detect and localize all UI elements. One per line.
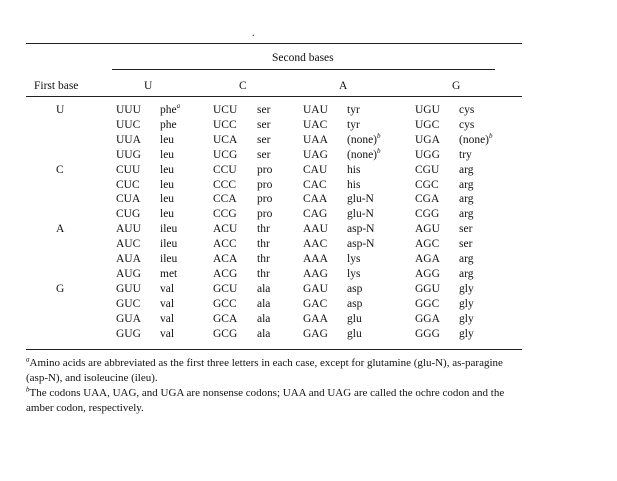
amino-acid — [347, 118, 360, 132]
amino-acid-name: cys — [459, 118, 475, 131]
codon: GCA — [213, 312, 238, 325]
amino-acid-name: ileu — [160, 238, 178, 251]
amino-acid-name: gly — [459, 327, 474, 340]
second-bases-heading: Second bases — [272, 52, 334, 64]
amino-acid — [257, 222, 270, 236]
first-base-heading: First base — [34, 80, 79, 92]
amino-acid — [160, 312, 174, 326]
amino-acid — [160, 237, 177, 251]
codon: UGC — [415, 118, 440, 131]
amino-acid-name: gly — [459, 297, 474, 310]
amino-acid — [347, 192, 374, 206]
codon: UGA — [415, 133, 440, 146]
footnote-mark: b — [377, 131, 381, 140]
column-header-u: U — [144, 80, 153, 92]
codon: AAU — [303, 223, 328, 236]
amino-acid — [459, 118, 474, 132]
codon: GCC — [213, 297, 237, 310]
codon: AUU — [116, 223, 141, 236]
amino-acid — [257, 267, 270, 281]
footnote-mark: b — [377, 146, 381, 155]
codon: UAA — [303, 133, 328, 146]
amino-acid — [160, 222, 177, 236]
codon: AGC — [415, 238, 440, 251]
amino-acid — [459, 207, 473, 221]
codon: UUC — [116, 118, 141, 131]
codon: GAU — [303, 282, 328, 295]
codon: GGC — [415, 297, 440, 310]
amino-acid — [257, 133, 270, 147]
amino-acid — [459, 222, 472, 236]
amino-acid-name: (none) — [347, 148, 378, 161]
footnote-b-mark: b — [26, 385, 30, 394]
amino-acid — [257, 118, 270, 132]
codon: UUU — [116, 104, 141, 116]
amino-acid-name: asp — [347, 297, 363, 310]
codon: GGU — [415, 282, 440, 295]
amino-acid — [347, 312, 362, 326]
amino-acid-name: leu — [160, 148, 175, 161]
amino-acid-name: gly — [459, 312, 474, 325]
amino-acid — [160, 163, 174, 177]
amino-acid-name: tyr — [347, 118, 360, 131]
amino-acid — [459, 178, 473, 192]
amino-acid-name: arg — [459, 178, 474, 191]
codon: ACG — [213, 267, 238, 280]
amino-acid-name: his — [347, 178, 361, 191]
amino-acid — [160, 282, 174, 296]
codon: AGU — [415, 223, 440, 236]
amino-acid-name: lys — [347, 253, 361, 265]
amino-acid-name: val — [160, 312, 175, 325]
amino-acid — [160, 297, 174, 311]
codon: CGG — [415, 208, 440, 221]
amino-acid — [257, 282, 270, 296]
amino-acid — [459, 267, 473, 281]
amino-acid-name: leu — [160, 163, 175, 176]
amino-acid — [257, 192, 272, 206]
amino-acid — [347, 297, 362, 311]
amino-acid-name: pro — [257, 193, 273, 206]
codon: CAG — [303, 208, 328, 221]
codon: ACU — [213, 223, 238, 236]
codon: CCG — [213, 208, 237, 221]
amino-acid-name: cys — [459, 104, 475, 116]
codon: UUG — [116, 148, 141, 161]
amino-acid — [160, 178, 174, 192]
footnote-b-text: The codons UAA, UAG, and UGA are nonsense codons; UAA and UAG are called the ochre codon and the amber codon, respectively. — [26, 387, 505, 414]
amino-acid — [257, 163, 272, 177]
codon: AAC — [303, 238, 328, 251]
amino-acid — [459, 312, 474, 326]
amino-acid-name: phe — [160, 118, 177, 131]
amino-acid — [257, 207, 272, 221]
footnote-a-mark: a — [26, 355, 30, 364]
amino-acid-name: asp-N — [347, 238, 375, 251]
amino-acid-name: ileu — [160, 223, 178, 236]
footnote-a-text: Amino acids are abbreviated as the first three letters in each case, except for glutamine (glu-N), as-paragine (asp-N), and isoleucine (ileu). — [26, 357, 503, 384]
codon: AAA — [303, 253, 328, 265]
amino-acid — [459, 133, 493, 147]
amino-acid-name: ala — [257, 312, 271, 325]
amino-acid-name: (none) — [459, 133, 490, 146]
codon: CUA — [116, 193, 141, 206]
codon: GAA — [303, 312, 328, 325]
codon: GUA — [116, 312, 141, 325]
amino-acid — [257, 312, 270, 326]
amino-acid-name: asp-N — [347, 223, 375, 236]
amino-acid-name: ser — [459, 223, 473, 236]
amino-acid-name: ala — [257, 282, 271, 295]
amino-acid-name: glu-N — [347, 193, 374, 206]
codon: AAG — [303, 267, 328, 280]
amino-acid-name: arg — [459, 208, 474, 221]
amino-acid-name: val — [160, 327, 175, 340]
amino-acid — [160, 252, 177, 266]
codon: GGG — [415, 327, 440, 340]
codon: UUA — [116, 133, 141, 146]
amino-acid-name: met — [160, 267, 178, 280]
amino-acid — [347, 237, 374, 251]
first-base-label: U — [56, 104, 65, 116]
amino-acid-name: ser — [459, 238, 473, 251]
amino-acid-name: gly — [459, 282, 474, 295]
amino-acid-name: lys — [347, 267, 361, 280]
amino-acid-name: ala — [257, 297, 271, 310]
amino-acid — [347, 267, 360, 281]
amino-acid-name: thr — [257, 238, 270, 251]
amino-acid-name: (none) — [347, 133, 378, 146]
amino-acid-name: ser — [257, 104, 271, 116]
amino-acid-name: ser — [257, 133, 271, 146]
codon: UCG — [213, 148, 238, 161]
bottom-rule — [26, 349, 522, 350]
codon: UAU — [303, 104, 328, 116]
codon: CGA — [415, 193, 440, 206]
amino-acid — [347, 178, 360, 192]
column-header-c: C — [239, 80, 247, 92]
codon: GUC — [116, 297, 141, 310]
stray-mark: . — [252, 28, 255, 39]
codon: AGA — [415, 253, 440, 265]
amino-acid — [459, 297, 474, 311]
amino-acid — [257, 327, 270, 341]
footnote-mark: a — [176, 102, 181, 111]
amino-acid-name: arg — [459, 267, 474, 280]
amino-acid — [160, 327, 174, 341]
amino-acid — [459, 237, 472, 251]
amino-acid-name: phe — [160, 104, 177, 116]
amino-acid — [160, 207, 174, 221]
header-rule — [26, 96, 522, 97]
amino-acid-name: pro — [257, 163, 273, 176]
codon: UCU — [213, 104, 238, 116]
amino-acid-name: arg — [459, 253, 474, 265]
column-header-g: G — [452, 80, 461, 92]
amino-acid-name: leu — [160, 193, 175, 206]
codon: AGG — [415, 267, 440, 280]
codon: AUC — [116, 238, 141, 251]
amino-acid-name: glu-N — [347, 208, 374, 221]
amino-acid-name: glu — [347, 327, 362, 340]
amino-acid — [347, 207, 374, 221]
codon: CAU — [303, 163, 328, 176]
codon: CUG — [116, 208, 141, 221]
amino-acid — [459, 163, 473, 177]
amino-acid — [347, 327, 362, 341]
amino-acid — [347, 252, 360, 266]
codon: CCA — [213, 193, 237, 206]
codon: GCU — [213, 282, 238, 295]
amino-acid — [160, 133, 174, 147]
codon: ACC — [213, 238, 237, 251]
amino-acid-name: glu — [347, 312, 362, 325]
amino-acid — [257, 148, 270, 162]
amino-acid — [347, 148, 381, 162]
codon: CUC — [116, 178, 140, 191]
codon: GAG — [303, 327, 328, 340]
codon: UGG — [415, 148, 440, 161]
amino-acid-name: ileu — [160, 253, 178, 265]
amino-acid — [347, 163, 360, 177]
codon: GUU — [116, 282, 141, 295]
amino-acid — [257, 178, 272, 192]
amino-acid-name: arg — [459, 193, 474, 206]
amino-acid-name: leu — [160, 178, 175, 191]
first-base-label: C — [56, 163, 64, 176]
amino-acid — [459, 192, 473, 206]
amino-acid — [347, 133, 381, 147]
codon: GUG — [116, 327, 141, 340]
amino-acid-name: thr — [257, 267, 270, 280]
second-bases-rule — [112, 69, 495, 70]
codon: CAA — [303, 193, 328, 206]
codon: AUG — [116, 267, 141, 280]
amino-acid — [459, 327, 474, 341]
amino-acid — [257, 252, 270, 266]
amino-acid — [160, 118, 177, 132]
first-base-label: A — [56, 223, 65, 236]
amino-acid — [160, 148, 174, 162]
amino-acid-name: ala — [257, 327, 271, 340]
footnote-a — [26, 356, 526, 385]
amino-acid-name: pro — [257, 208, 273, 221]
amino-acid — [347, 282, 362, 296]
top-rule — [26, 43, 522, 44]
first-base-label: G — [56, 282, 65, 295]
amino-acid-name: his — [347, 163, 361, 176]
codon: UCA — [213, 133, 238, 146]
amino-acid-name: ser — [257, 118, 271, 131]
amino-acid-name: leu — [160, 208, 175, 221]
codon: UCC — [213, 118, 237, 131]
amino-acid-name: asp — [347, 282, 363, 295]
amino-acid-name: arg — [459, 163, 474, 176]
codon: CCU — [213, 163, 237, 176]
codon: GAC — [303, 297, 328, 310]
amino-acid — [160, 192, 174, 206]
amino-acid-name: val — [160, 282, 175, 295]
codon: UAG — [303, 148, 328, 161]
codon: CGU — [415, 163, 440, 176]
codon: GGA — [415, 312, 440, 325]
codon: CCC — [213, 178, 237, 191]
footnote-mark: b — [489, 131, 493, 140]
footnote-b — [26, 386, 526, 415]
amino-acid-name: ser — [257, 148, 271, 161]
amino-acid-name: tyr — [347, 104, 360, 116]
amino-acid-name: try — [459, 148, 472, 161]
amino-acid — [160, 267, 177, 281]
amino-acid — [257, 297, 270, 311]
codon: CUU — [116, 163, 141, 176]
codon: AUA — [116, 253, 141, 265]
amino-acid — [459, 252, 473, 266]
amino-acid — [257, 103, 270, 117]
amino-acid — [347, 222, 374, 236]
amino-acid — [459, 103, 474, 117]
column-header-a: A — [339, 80, 348, 92]
amino-acid-name: leu — [160, 133, 175, 146]
amino-acid-name: pro — [257, 178, 273, 191]
codon: UGU — [415, 104, 440, 116]
amino-acid — [257, 237, 270, 251]
amino-acid-name: val — [160, 297, 175, 310]
codon: GCG — [213, 327, 238, 340]
amino-acid-name: thr — [257, 253, 270, 265]
codon: CGC — [415, 178, 439, 191]
codon: ACA — [213, 253, 238, 265]
amino-acid — [459, 282, 474, 296]
amino-acid — [160, 103, 180, 117]
amino-acid — [347, 103, 360, 117]
amino-acid-name: thr — [257, 223, 270, 236]
codon: CAC — [303, 178, 327, 191]
codon: UAC — [303, 118, 328, 131]
amino-acid — [459, 148, 472, 162]
